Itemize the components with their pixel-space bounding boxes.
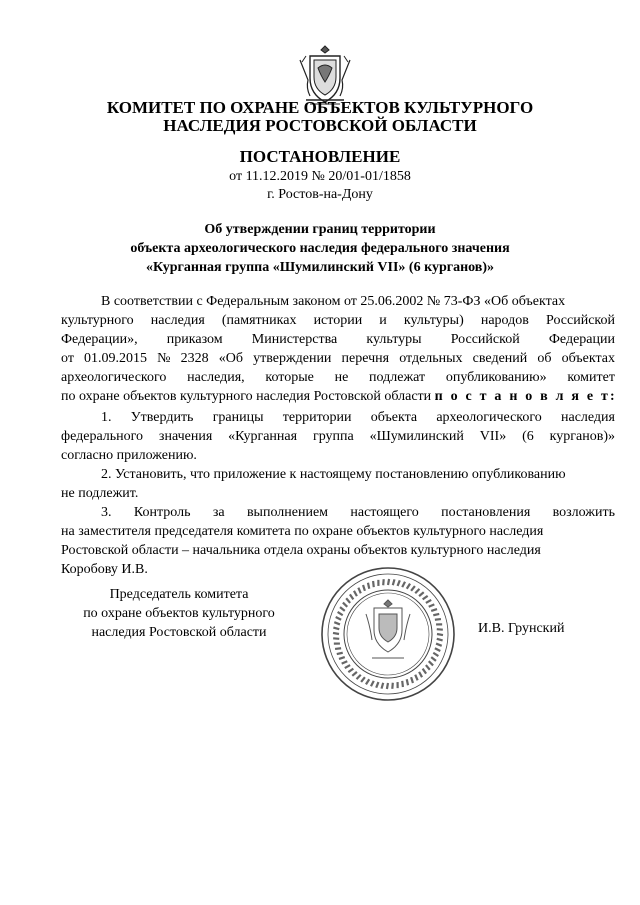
word: 3. [101,505,112,520]
seal-ring-mark [345,665,350,668]
signatory-name: И.В. Грунский [478,621,565,636]
word: Российской [450,332,520,347]
item-1-line-2 [61,427,615,446]
word: (памятниках [221,313,297,328]
word: сведений [472,351,528,366]
item-3-line-2: на заместителя председателя комитета по охране объектов культурного наследия [61,524,544,539]
seal-ring-mark [383,579,384,585]
word: которые [265,370,314,385]
word: наследия [150,313,205,328]
word: Утвердить [130,410,194,425]
word: возложить [552,505,615,520]
seal-ring-mark [437,634,443,635]
signatory-title-line-2: по охране объектов культурного [83,606,275,621]
org-name-line-1: КОМИТЕТ ПО ОХРАНЕ ОБЪЕКТОВ КУЛЬТУРНОГО [106,98,534,117]
seal-ring-mark [371,681,374,686]
preamble-paragraph [61,292,615,406]
word: народов [480,313,529,328]
seal-ring-mark [340,607,345,611]
official-seal-icon [318,564,458,704]
word: (6 [522,429,534,444]
word: Федерации», [61,332,138,347]
word: опубликованию» [445,370,547,385]
seal-ring-mark [437,629,443,630]
preamble-line-5 [61,368,615,387]
seal-ring-mark [338,612,343,615]
word: наследия, [187,370,245,385]
item-2-line-1: 2. Установить, что приложение к настоящему постановлению опубликованию [101,467,566,482]
item-3-line-4: Коробову И.В. [61,562,148,577]
word: VII» [479,429,507,444]
subject-line-2: объекта археологического наследия федерального значения [130,241,510,256]
signatory-title-line-3: наследия Ростовской области [91,625,267,640]
seal-ring-mark [352,672,357,676]
seal-ring-mark [363,585,365,591]
document-date-number: от 11.12.2019 № 20/01-01/1858 [229,169,411,184]
issuing-organization [0,99,640,135]
seal-ring-mark [419,672,422,677]
word: наследия [561,410,615,425]
word: № [157,351,171,366]
word: настоящего [350,505,419,520]
subject-line-1: Об утверждении границ территории [204,222,436,237]
word: истории [313,313,363,328]
word: культуры) [403,313,464,328]
word: Федерации [548,332,615,347]
seal-ring-mark [350,594,353,599]
preamble-line-6-text: по охране объектов культурного наследия Ростовской области [61,389,432,404]
word: «Шумилинский [369,429,464,444]
signatory-title [50,585,308,642]
preamble-line-3 [61,330,615,349]
word: утверждении [253,351,332,366]
item-1-line-1 [61,408,615,427]
seal-ring-mark [387,683,388,689]
word: «Курганная [228,429,298,444]
seal-ring-mark [402,582,405,587]
seal-ring-mark [333,628,339,630]
seal-ring-mark [423,596,428,599]
seal-ring-mark [358,588,360,594]
seal-ring-mark [348,669,353,672]
word: отдельных [399,351,463,366]
seal-ring-mark [342,661,348,663]
document-city: г. Ростов-на-Дону [267,187,373,202]
word: значения [158,429,213,444]
word: 1. [101,410,112,425]
seal-ring-mark [415,675,417,681]
word: «Об [218,351,243,366]
org-name-line-2: НАСЛЕДИЯ РОСТОВСКОЙ ОБЛАСТИ [163,116,477,135]
seal-ring-mark [431,657,436,661]
word: постановления [441,505,531,520]
seal-ring-mark [357,675,361,679]
seal-ring-mark [392,683,393,689]
seal-ring-mark [376,682,378,688]
seal-ring-mark [334,622,340,624]
word: объекта [370,410,418,425]
item-1-line-3: согласно приложению. [61,448,197,463]
seal-ring-mark [336,617,341,620]
seal-ring-mark [426,665,430,670]
preamble-line-1: В соответствии с Федеральным законом от 25.06.2002 № 73-ФЗ «Об объектах [101,294,566,309]
word: и [379,313,387,328]
item-3-line-1 [61,503,615,522]
seal-ring-mark [368,583,369,589]
seal-ring-mark [437,639,443,641]
preamble-line-6 [61,387,615,406]
seal-ring-mark [419,592,424,596]
seal-ring-mark [407,679,408,685]
seal-ring-mark [343,603,347,607]
decree-items [61,408,615,579]
seal-ring-mark [411,586,415,591]
word: приказом [166,332,223,347]
seal-ring-mark [354,591,357,596]
seal-ring-mark [433,614,439,615]
seal-ring-mark [373,581,374,587]
seal-ring-mark [435,648,440,651]
seal-ring-mark [337,653,343,654]
word: Министерства [251,332,338,347]
item-3-line-3: Ростовской области – начальника отдела охраны объектов культурного наследия [61,543,541,558]
seal-ring-mark [333,633,339,634]
seal-ring-mark [398,580,400,586]
word: культурного [61,313,134,328]
seal-ring-mark [407,584,410,589]
seal-ring-mark [339,657,345,659]
seal-ring-mark [435,619,441,620]
preamble-line-2 [61,311,615,330]
seal-ring-mark [426,600,431,603]
seal-ring-mark [388,579,389,585]
document-type: ПОСТАНОВЛЕНИЕ [239,147,401,166]
signatory-title-line-1: Председатель комитета [109,587,249,602]
seal-ring-mark [361,677,365,682]
seal-ring-mark [335,648,341,649]
seal-ring-mark [382,683,384,689]
decree-keyword: п о с т а н о в л я е т: [434,389,617,404]
word: курганов)» [549,429,615,444]
word: археологического [61,370,167,385]
word: 2328 [180,351,209,366]
seal-ring-mark [402,681,403,687]
word: подлежат [369,370,426,385]
word: археологического [436,410,542,425]
subject-line-3: «Курганная группа «Шумилинский VII» (6 курганов)» [145,260,495,275]
word: культуры [366,332,422,347]
word: перечня [341,351,390,366]
word: территории [282,410,352,425]
word: не [334,370,349,385]
word: за [212,505,225,520]
word: Контроль [133,505,191,520]
seal-ring-mark [333,638,339,639]
item-2-line-2: не подлежит. [61,486,139,501]
seal-ring-mark [436,644,442,646]
seal-ring-mark [433,653,438,656]
seal-ring-mark [366,679,369,684]
word: объектах [561,351,615,366]
word: комитет [567,370,615,385]
word: выполнением [246,505,329,520]
word: границы [212,410,264,425]
seal-ring-mark [429,604,435,606]
seal-ring-mark [411,677,413,683]
seal-ring-mark [431,609,437,611]
word: от [61,351,74,366]
seal-ring-mark [423,669,426,674]
seal-ring-mark [346,598,350,603]
word: об [537,351,552,366]
word: 01.09.2015 [84,351,148,366]
seal-ring-mark [393,579,395,585]
word: федерального [61,429,144,444]
word: группа [312,429,354,444]
seal-ring-mark [415,589,419,593]
word: Российской [546,313,615,328]
document-subject [0,220,640,277]
seal-ring-mark [429,661,433,665]
preamble-line-4 [61,349,615,368]
